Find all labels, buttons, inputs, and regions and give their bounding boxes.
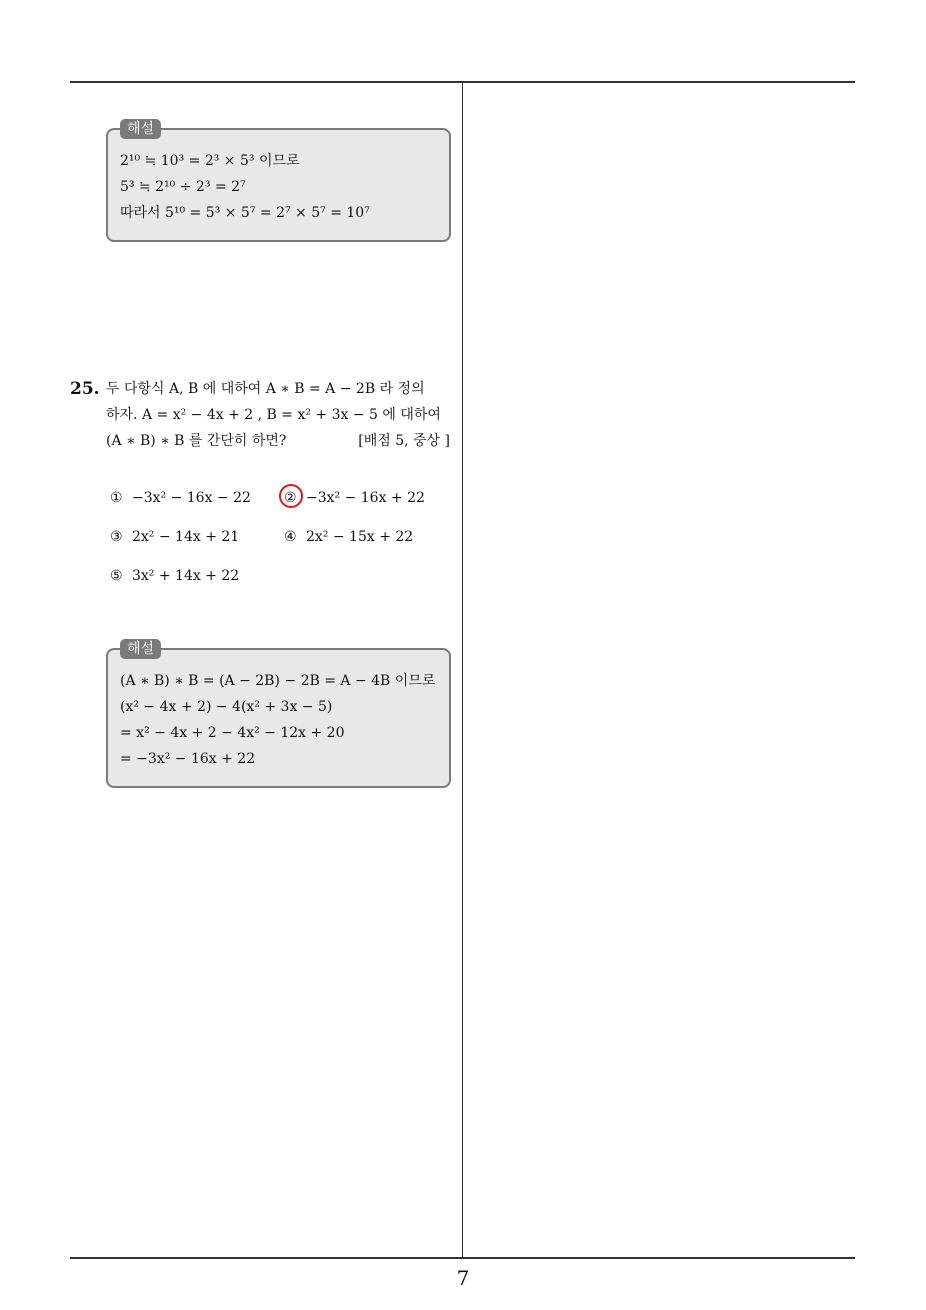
choice-mark: ④ xyxy=(284,529,297,545)
question-text-line: 하자. A = x² − 4x + 2 , B = x² + 3x − 5 에 대하여 xyxy=(106,407,441,423)
page-number: 7 xyxy=(456,1266,470,1290)
choice-text: 2x² − 14x + 21 xyxy=(132,529,240,545)
question-number: 25. xyxy=(70,379,100,399)
choice-text: −3x² − 16x + 22 xyxy=(306,490,425,506)
question-prompt: (A ∗ B) ∗ B 를 간단히 하면? xyxy=(106,433,287,449)
solution-line: 따라서 5¹⁰ = 5³ × 5⁷ = 2⁷ × 5⁷ = 10⁷ xyxy=(120,205,370,221)
choice-text: 2x² − 15x + 22 xyxy=(306,529,414,545)
choice-mark: ② xyxy=(284,490,297,506)
column-divider xyxy=(462,83,463,1258)
choice-3[interactable] xyxy=(110,527,239,547)
choice-2[interactable] xyxy=(284,488,425,508)
choice-mark: ⑤ xyxy=(110,568,123,584)
solution-line: 2¹⁰ ≒ 10³ = 2³ × 5³ 이므로 xyxy=(120,153,300,169)
solution-line: 5³ ≒ 2¹⁰ ÷ 2³ = 2⁷ xyxy=(120,179,246,195)
solution-line: = x² − 4x + 2 − 4x² − 12x + 20 xyxy=(120,725,345,741)
solution-box-1 xyxy=(106,121,451,242)
choice-4[interactable] xyxy=(284,527,413,547)
solution-tag: 해설 xyxy=(120,119,161,139)
solution-line: = −3x² − 16x + 22 xyxy=(120,751,256,767)
choice-text: −3x² − 16x − 22 xyxy=(132,490,251,506)
bottom-rule xyxy=(70,1257,855,1259)
question-points: [배점 5, 중상 ] xyxy=(358,433,450,449)
choice-text: 3x² + 14x + 22 xyxy=(132,568,240,584)
choice-5[interactable] xyxy=(110,566,239,586)
choice-mark: ① xyxy=(110,490,123,506)
question-text-line: 두 다항식 A, B 에 대하여 A ∗ B = A − 2B 라 정의 xyxy=(106,381,425,397)
solution-line: (x² − 4x + 2) − 4(x² + 3x − 5) xyxy=(120,699,333,715)
solution-line: (A ∗ B) ∗ B = (A − 2B) − 2B = A − 4B 이므로 xyxy=(120,673,436,689)
solution-box-2 xyxy=(106,641,451,788)
solution-tag: 해설 xyxy=(120,639,161,659)
question-text-line xyxy=(106,428,450,454)
question-25 xyxy=(70,376,460,454)
choice-mark: ③ xyxy=(110,529,123,545)
choice-1[interactable] xyxy=(110,488,251,508)
